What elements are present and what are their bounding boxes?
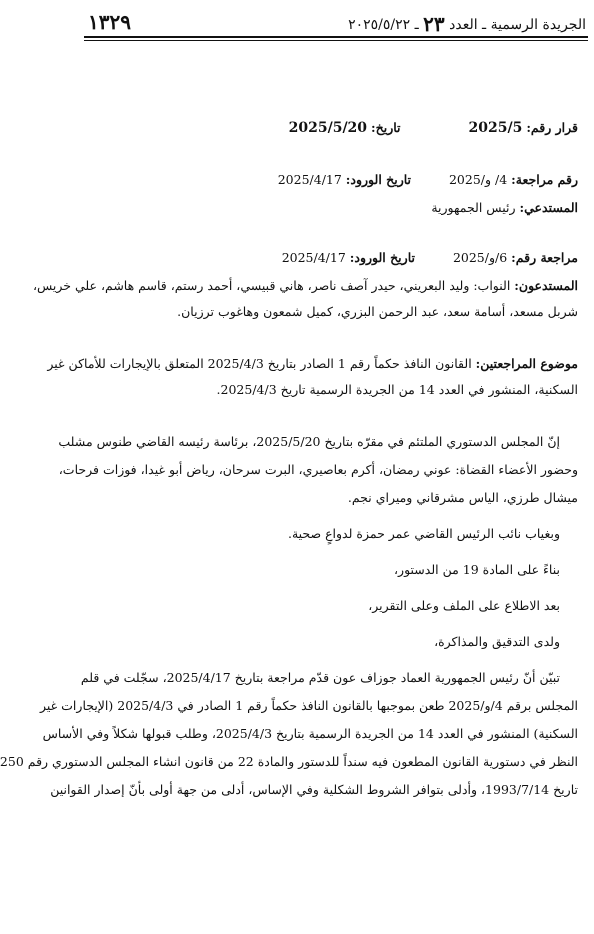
paragraph1-line1: إنّ المجلس الدستوري الملتئم في مقرّه بتاريخ 2025/5/20، برئاسة رئيسه القاضي طنوس مشلب	[58, 434, 560, 449]
paragraph5: ولدى التدقيق والمذاكرة،	[434, 634, 560, 649]
paragraph6-line4: النظر في دستورية القانون المطعون فيه سنداً للدستور والمادة 22 من قانون انشاء المجلس الدستوري رقم 250	[0, 754, 578, 769]
decision-date: 2025/5/20	[288, 120, 368, 136]
paragraph6-line2: المجلس برقم 4/و/2025 طعن بموجبها بالقانون النافذ حكماً رقم 1 الصادر في 2025/4/3 (الإيجارات غير	[39, 698, 578, 713]
paragraph1-line2: وحضور الأعضاء القضاة: عوني رمضان، أكرم بعاصيري، البرت سرحان، رياض أبو غيدا، فوزات فرحات،	[58, 462, 578, 477]
page-header	[86, 10, 586, 34]
subject-line1	[47, 356, 578, 371]
review2-applicants-line2: شربل مسعد، أسامة سعد، عبد الرحمن البزري، كميل شمعون وهاغوب ترزيان.	[177, 304, 578, 319]
header-rule	[84, 36, 588, 38]
paragraph2: وبغياب نائب الرئيس القاضي عمر حمزة لدواعٍ صحية.	[287, 526, 560, 541]
review1-arrival: 2025/4/17	[277, 172, 342, 187]
review2-arrival: 2025/4/17	[281, 250, 346, 265]
issue-date: ـ ٢٠٢٥/٥/٢٢	[348, 17, 419, 33]
header-rule-thin	[84, 40, 588, 41]
page-number: ١٣٢٩	[88, 10, 131, 34]
review2-line	[94, 250, 578, 265]
review2-applicants-line1	[32, 278, 578, 293]
review2-arrival-label: تاريخ الورود:	[349, 250, 415, 265]
gazette-title	[348, 12, 586, 36]
decision-line	[94, 120, 578, 136]
review1-line	[94, 172, 578, 187]
review2-applicants-text1: النواب: وليد البعريني، حيدر آصف ناصر، هاني قبيسي، أحمد رستم، قاسم هاشم، علي خريس،	[32, 278, 511, 293]
subject-line2: السكنية، المنشور في العدد 14 من الجريدة الرسمية تاريخ 2025/4/3.	[216, 382, 578, 397]
review1-applicant: رئيس الجمهورية	[431, 200, 516, 215]
paragraph3: بناءً على المادة 19 من الدستور،	[394, 562, 560, 577]
issue-number: ٢٣	[423, 12, 445, 36]
paragraph6-line5: تاريخ 1993/7/14، وأدلى بتوافر الشروط الشكلية وفي الإساس، أدلى من جهة أولى بأنّ إصدار القوانين	[50, 782, 578, 797]
review2-number: 6/و/2025	[452, 250, 508, 265]
decision-date-label: تاريخ:	[371, 120, 401, 135]
review2-applicants-label: المستدعون:	[514, 278, 578, 293]
review1-number: 4/ و/2025	[448, 172, 508, 187]
paragraph4: بعد الاطلاع على الملف وعلى التقرير،	[368, 598, 560, 613]
subject-text1: القانون النافذ حكماً رقم 1 الصادر بتاريخ 2025/4/3 المتعلق بالإيجارات للأماكن غير	[47, 356, 472, 371]
review1-applicant-label: المستدعي:	[519, 200, 578, 215]
review1-arrival-label: تاريخ الورود:	[345, 172, 412, 187]
decision-number-label: قرار رقم:	[526, 120, 578, 135]
review1-applicant-line	[94, 200, 578, 215]
paragraph6-line3: السكنية) المنشور في العدد 14 من الجريدة الرسمية بتاريخ 2025/4/3، وطلب قبولها شكلاً وفي الأساس	[42, 726, 578, 741]
review2-number-label: مراجعة رقم:	[511, 250, 578, 265]
review1-number-label: رقم مراجعة:	[511, 172, 578, 187]
subject-label: موضوع المراجعتين:	[475, 356, 578, 371]
decision-number: 2025/5	[468, 120, 523, 136]
paragraph1-line3: ميشال طرزي، الياس مشرقاني وميراي نجم.	[347, 490, 578, 505]
gazette-name: الجريدة الرسمية ـ العدد	[449, 17, 586, 33]
paragraph6-line1: تبيّن أنّ رئيس الجمهورية العماد جوزاف عون قدّم مراجعة بتاريخ 2025/4/17، سجّلت في قلم	[80, 670, 560, 685]
